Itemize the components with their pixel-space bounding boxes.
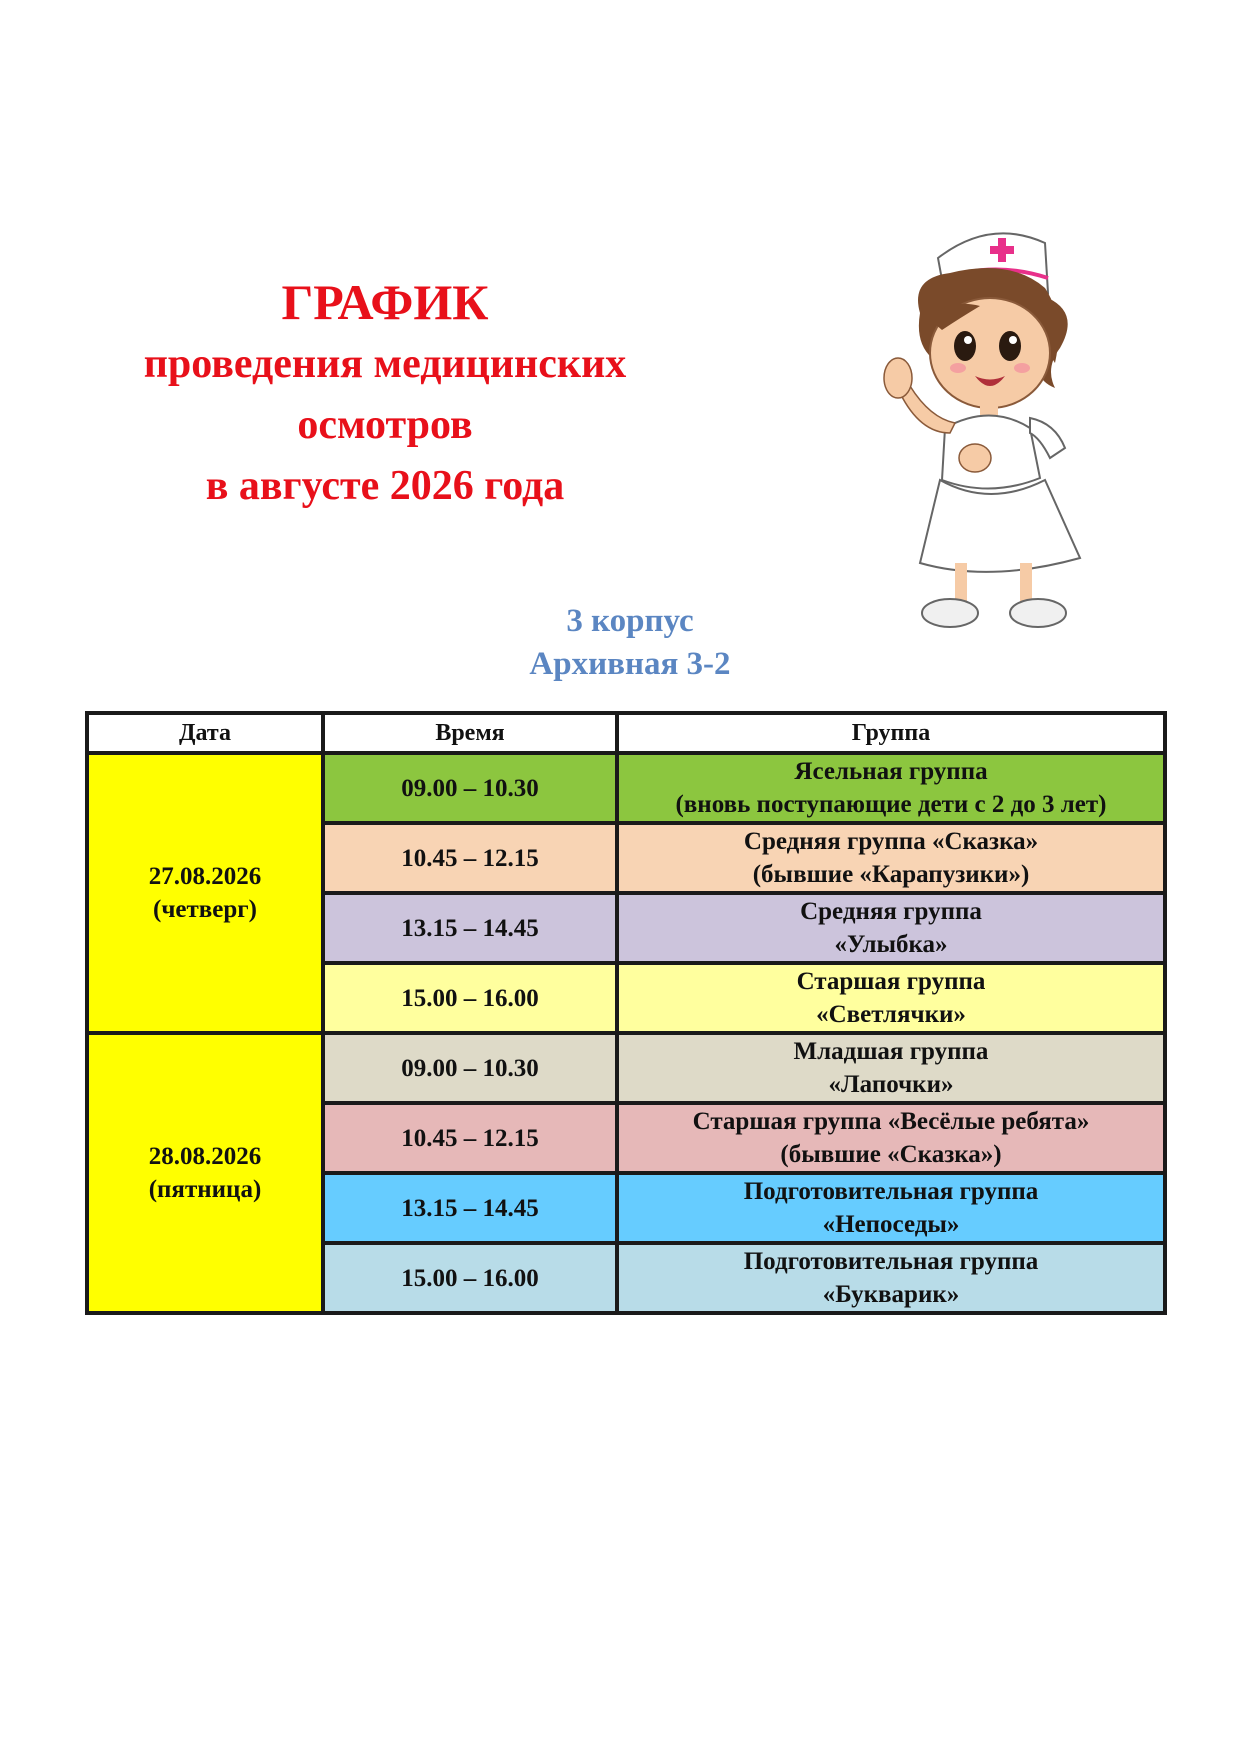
weekday-value: (четверг) xyxy=(153,896,257,923)
location-block xyxy=(440,600,820,686)
schedule-table xyxy=(85,711,1167,1315)
group-note: «Светлячки» xyxy=(816,1001,966,1028)
date-cell xyxy=(87,1033,323,1313)
title-line-2: осмотров xyxy=(297,402,473,448)
group-cell xyxy=(617,753,1165,823)
group-note: «Лапочки» xyxy=(828,1071,954,1098)
date-cell xyxy=(87,753,323,1033)
group-cell xyxy=(617,963,1165,1033)
group-name: Старшая группа «Весёлые ребята» xyxy=(692,1108,1090,1135)
time-cell: 13.15 – 14.45 xyxy=(323,1173,617,1243)
group-name: Средняя группа xyxy=(800,898,982,925)
building-label: 3 корпус xyxy=(566,603,694,639)
time-cell: 13.15 – 14.45 xyxy=(323,893,617,963)
group-cell xyxy=(617,823,1165,893)
time-cell: 15.00 – 16.00 xyxy=(323,1243,617,1313)
group-note: (вновь поступающие дети с 2 до 3 лет) xyxy=(675,791,1107,818)
weekday-value: (пятница) xyxy=(148,1176,262,1203)
group-note: «Непоседы» xyxy=(822,1211,960,1238)
group-cell xyxy=(617,1103,1165,1173)
time-cell: 15.00 – 16.00 xyxy=(323,963,617,1033)
document-title xyxy=(40,270,730,517)
group-cell xyxy=(617,893,1165,963)
group-name: Подготовительная группа xyxy=(743,1248,1039,1275)
group-name: Старшая группа xyxy=(796,968,986,995)
table-row xyxy=(87,1033,1165,1103)
time-cell: 10.45 – 12.15 xyxy=(323,1103,617,1173)
group-name: Средняя группа «Сказка» xyxy=(743,828,1039,855)
time-cell: 10.45 – 12.15 xyxy=(323,823,617,893)
date-value: 27.08.2026 xyxy=(148,863,262,890)
group-note: «Букварик» xyxy=(822,1281,960,1308)
title-line-1: проведения медицинских xyxy=(143,341,627,387)
address-label: Архивная 3-2 xyxy=(529,646,731,682)
date-value: 28.08.2026 xyxy=(148,1143,262,1170)
group-name: Младшая группа xyxy=(793,1038,989,1065)
table-row xyxy=(87,753,1165,823)
column-header-date: Дата xyxy=(87,713,323,753)
column-header-group: Группа xyxy=(617,713,1165,753)
group-cell xyxy=(617,1033,1165,1103)
group-note: (бывшие «Сказка») xyxy=(780,1141,1002,1168)
group-cell xyxy=(617,1243,1165,1313)
table-header-row xyxy=(87,713,1165,753)
group-note: «Улыбка» xyxy=(834,931,948,958)
title-line-3: в августе 2026 года xyxy=(205,463,565,509)
group-note: (бывшие «Карапузики») xyxy=(752,861,1030,888)
group-cell xyxy=(617,1173,1165,1243)
title-heading: ГРАФИК xyxy=(281,274,489,330)
group-name: Ясельная группа xyxy=(794,758,988,785)
time-cell: 09.00 – 10.30 xyxy=(323,753,617,823)
column-header-time: Время xyxy=(323,713,617,753)
time-cell: 09.00 – 10.30 xyxy=(323,1033,617,1103)
nurse-cartoon-icon xyxy=(880,218,1130,648)
group-name: Подготовительная группа xyxy=(743,1178,1039,1205)
